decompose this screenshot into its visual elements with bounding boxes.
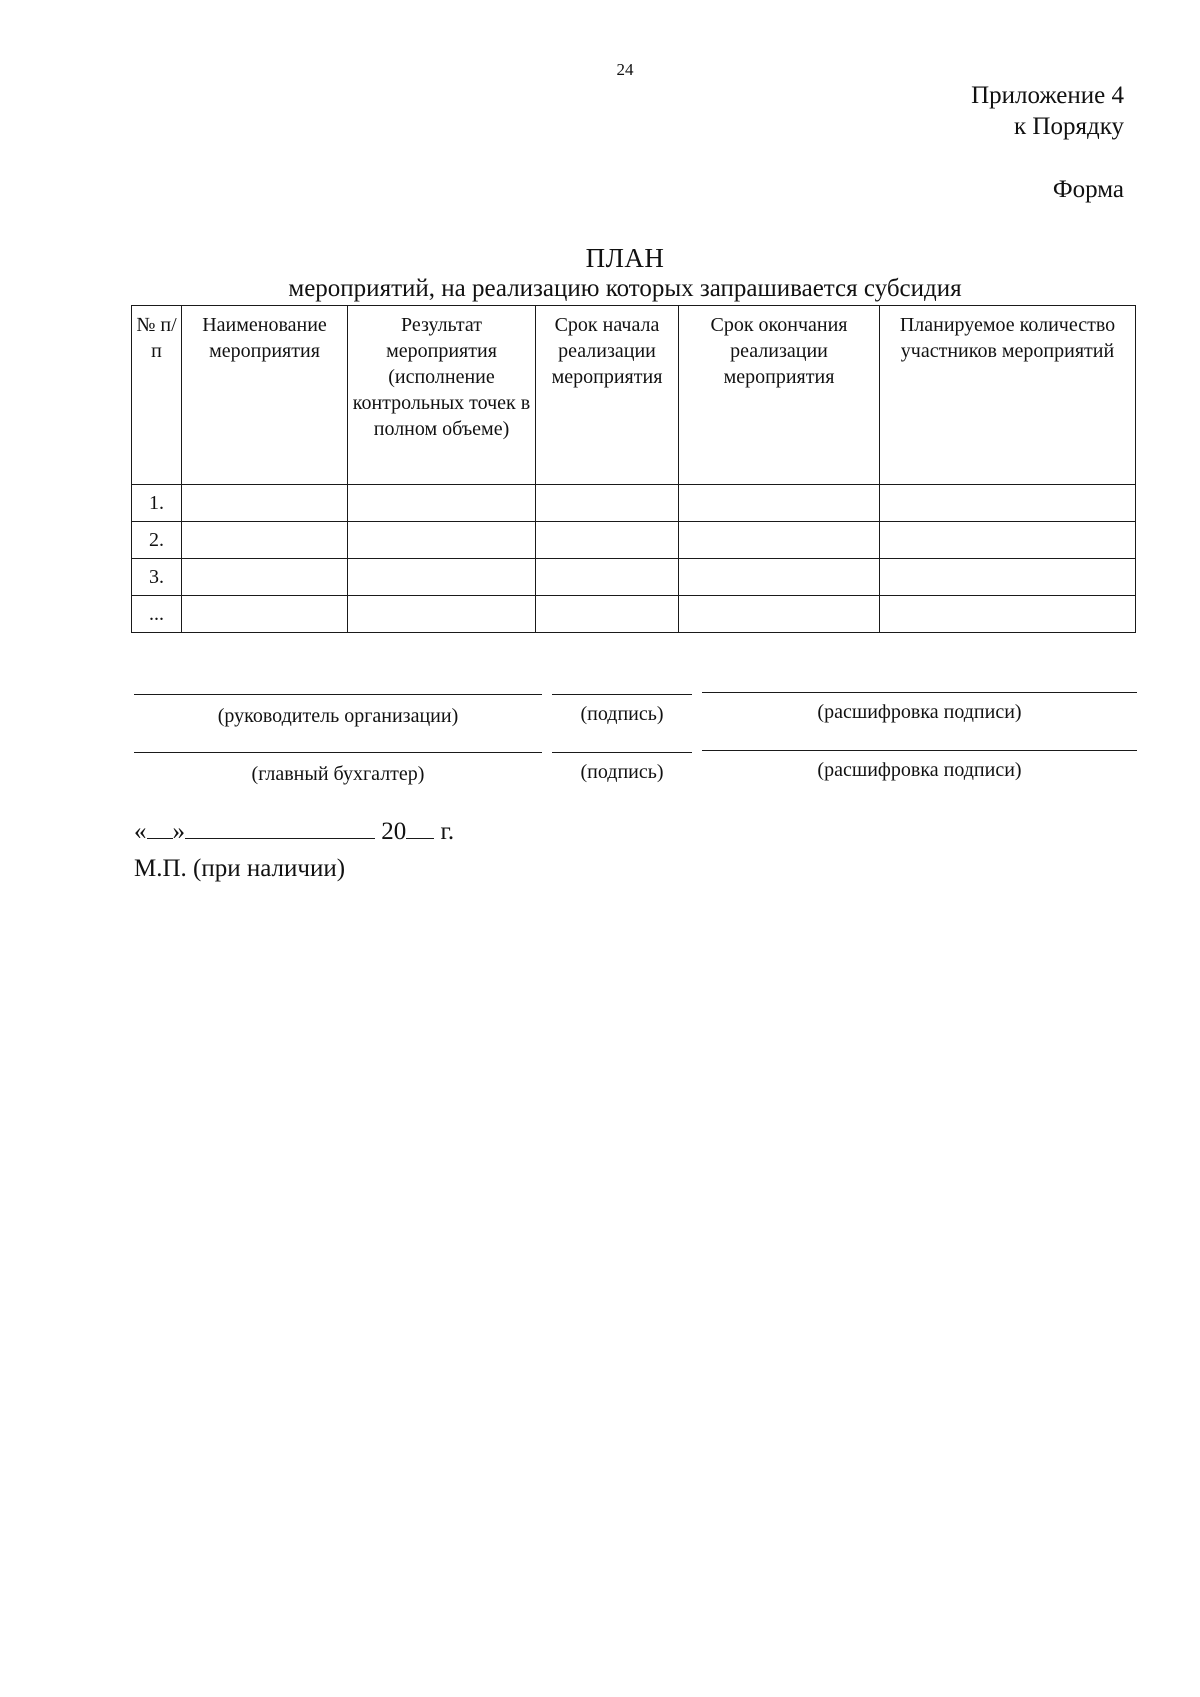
- head-caption: (руководитель организации): [217, 705, 459, 727]
- header-start-date: Срок начала реализации мероприятия: [536, 306, 679, 485]
- header-end-date: Срок окончания реализации мероприятия: [679, 306, 880, 485]
- table-cell: [348, 559, 536, 596]
- table-header-row: [132, 306, 1136, 485]
- date-open-quote: «: [134, 818, 147, 845]
- appendix-line-2: к Порядку: [1014, 113, 1124, 140]
- table-cell: [182, 485, 348, 522]
- table-cell: [679, 559, 880, 596]
- table-cell: [880, 485, 1136, 522]
- seal-note: М.П. (при наличии): [134, 855, 346, 882]
- table-cell: [880, 559, 1136, 596]
- table-cell: [679, 522, 880, 559]
- header-event-result: Результат мероприятия (исполнение контрольных точек в полном объеме): [348, 306, 536, 485]
- header-participants: Планируемое количество участников мероприятий: [880, 306, 1136, 485]
- appendix-reference: [971, 80, 1124, 142]
- table-cell: [348, 485, 536, 522]
- accountant-caption: (главный бухгалтер): [251, 763, 425, 785]
- accountant-name-line: [134, 752, 542, 753]
- table-row: [132, 596, 1136, 633]
- accountant-decoding-caption: (расшифровка подписи): [817, 759, 1022, 781]
- head-signature-caption: (подпись): [580, 703, 664, 725]
- year-prefix: 20: [381, 818, 407, 845]
- table-cell: [880, 596, 1136, 633]
- table-cell: [182, 559, 348, 596]
- year-blank: [406, 820, 434, 839]
- header-event-name: Наименование мероприятия: [182, 306, 348, 485]
- table-cell: [679, 485, 880, 522]
- table-row: [132, 559, 1136, 596]
- date-close-quote: »: [172, 818, 185, 845]
- appendix-line-1: Приложение 4: [971, 82, 1124, 109]
- accountant-decoding-line: [702, 750, 1137, 751]
- table-cell: [348, 596, 536, 633]
- row-number: 1.: [132, 485, 182, 522]
- page-number: 24: [616, 60, 634, 79]
- plan-table: [131, 305, 1136, 633]
- table-cell: [880, 522, 1136, 559]
- table-row: [132, 485, 1136, 522]
- form-label: Форма: [1052, 176, 1124, 203]
- table-cell: [536, 596, 679, 633]
- table-row: [132, 522, 1136, 559]
- row-number: 3.: [132, 559, 182, 596]
- table-cell: [348, 522, 536, 559]
- day-blank: [147, 820, 173, 839]
- row-number: 2.: [132, 522, 182, 559]
- row-number: ...: [132, 596, 182, 633]
- table-cell: [679, 596, 880, 633]
- table-cell: [536, 485, 679, 522]
- date-line: [134, 818, 454, 846]
- accountant-signature-line: [552, 752, 692, 753]
- month-blank: [185, 820, 375, 839]
- table-cell: [182, 522, 348, 559]
- year-suffix: г.: [440, 818, 455, 845]
- table-cell: [182, 596, 348, 633]
- document-subtitle: мероприятий, на реализацию которых запрашивается субсидия: [288, 275, 962, 302]
- head-signature-line: [552, 694, 692, 695]
- head-name-line: [134, 694, 542, 695]
- document-title: ПЛАН: [585, 243, 665, 273]
- head-decoding-line: [702, 692, 1137, 693]
- accountant-signature-caption: (подпись): [580, 761, 664, 783]
- header-number: № п/п: [132, 306, 182, 485]
- table-cell: [536, 522, 679, 559]
- table-cell: [536, 559, 679, 596]
- head-decoding-caption: (расшифровка подписи): [817, 701, 1022, 723]
